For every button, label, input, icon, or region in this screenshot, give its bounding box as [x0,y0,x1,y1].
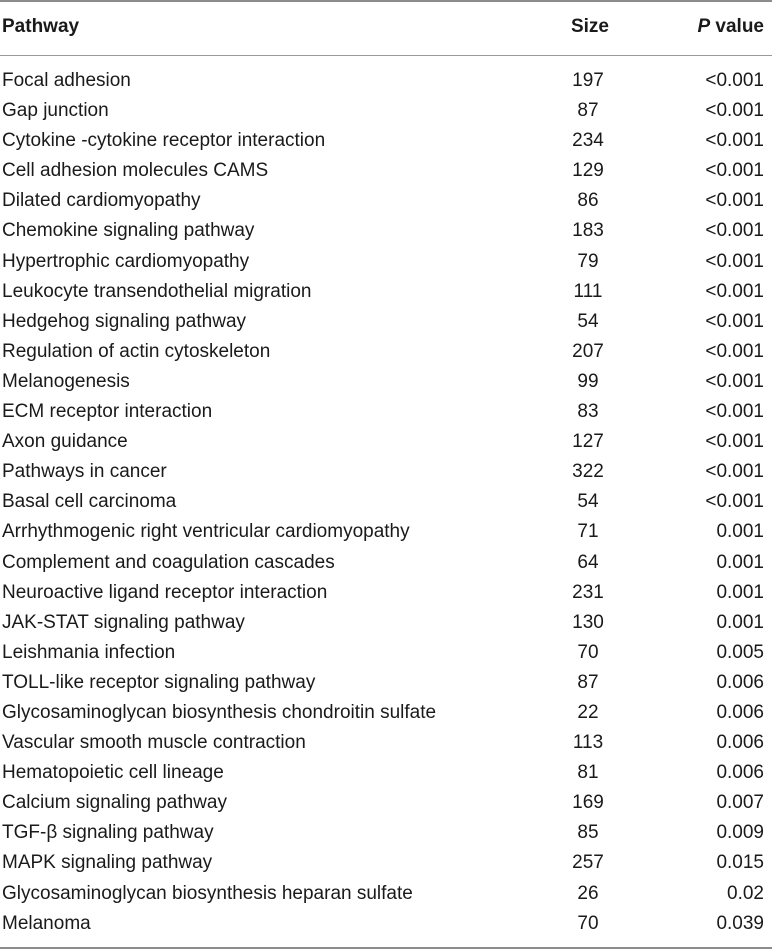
pathway-cell: Leishmania infection [2,641,176,663]
size-cell: 86 [577,190,599,212]
table-row [0,487,772,517]
pvalue-cell: 0.001 [716,581,764,603]
size-cell: 87 [577,100,599,122]
size-cell: 54 [577,310,599,332]
table-row [0,668,772,698]
table-row [0,758,772,788]
pvalue-cell: 0.015 [716,852,764,874]
pvalue-cell: <0.001 [705,401,764,423]
pathway-cell: Axon guidance [2,431,128,453]
pvalue-cell: <0.001 [705,461,764,483]
pvalue-cell: 0.001 [716,611,764,633]
size-cell: 22 [577,701,599,723]
table-row [0,728,772,758]
table-row [0,578,772,608]
pvalue-cell: 0.006 [716,762,764,784]
size-cell: 54 [577,491,599,513]
pathway-cell: JAK-STAT signaling pathway [2,611,245,633]
size-cell: 257 [572,852,604,874]
pathway-cell: Cytokine -cytokine receptor interaction [2,130,326,152]
table-row [0,517,772,547]
pvalue-cell: <0.001 [705,431,764,453]
pathway-cell: Glycosaminoglycan biosynthesis heparan sulfate [2,882,413,904]
size-cell: 111 [573,280,603,302]
size-cell: 79 [577,250,599,272]
table-row [0,126,772,156]
size-cell: 83 [577,401,599,423]
size-cell: 231 [572,581,604,603]
header-pathway: Pathway [2,16,80,37]
pvalue-cell: <0.001 [705,340,764,362]
table-row [0,909,772,939]
pathway-cell: Cell adhesion molecules CAMS [2,160,269,182]
pathway-cell: Leukocyte transendothelial migration [2,280,312,302]
pvalue-cell: <0.001 [705,220,764,242]
pvalue-cell: <0.001 [705,130,764,152]
table-header-rule [0,55,772,56]
table-row [0,96,772,126]
size-cell: 70 [577,912,599,934]
pathway-cell: Pathways in cancer [2,461,167,483]
pvalue-cell: <0.001 [705,250,764,272]
pvalue-cell: 0.006 [716,671,764,693]
header-size: Size [570,16,610,37]
size-cell: 207 [572,340,604,362]
pathway-cell: Dilated cardiomyopathy [2,190,201,212]
pvalue-cell: 0.02 [727,882,764,904]
pathway-cell: Arrhythmogenic right ventricular cardiomyopathy [2,521,410,543]
table-row [0,608,772,638]
table-row [0,548,772,578]
pvalue-cell: 0.006 [716,732,764,754]
table-header-row [0,0,772,55]
table-row [0,307,772,337]
size-cell: 130 [572,611,604,633]
size-cell: 64 [577,551,599,573]
size-cell: 113 [572,732,604,754]
size-cell: 169 [572,792,604,814]
pathway-cell: Melanogenesis [2,370,130,392]
table-row [0,638,772,668]
table-row [0,367,772,397]
pathway-cell: Melanoma [2,912,91,934]
pathway-cell: TOLL-like receptor signaling pathway [2,671,316,693]
size-cell: 81 [577,762,599,784]
size-cell: 99 [577,370,599,392]
table-row [0,247,772,277]
header-pvalue-label: value [710,16,764,37]
size-cell: 70 [577,641,599,663]
size-cell: 71 [577,521,599,543]
size-cell: 183 [572,220,604,242]
size-cell: 85 [577,822,599,844]
pvalue-cell: 0.006 [716,701,764,723]
size-cell: 127 [572,431,604,453]
table-row [0,457,772,487]
pathway-cell: Neuroactive ligand receptor interaction [2,581,328,603]
table-row [0,216,772,246]
pvalue-cell: <0.001 [705,310,764,332]
table-row [0,66,772,96]
header-pvalue [640,12,764,42]
size-cell: 87 [577,671,599,693]
table-bottom-rule [0,947,772,949]
pathway-cell: Chemokine signaling pathway [2,220,255,242]
pathway-cell: MAPK signaling pathway [2,852,213,874]
table-row [0,427,772,457]
pathway-cell: Glycosaminoglycan biosynthesis chondroitin sulfate [2,701,437,723]
pvalue-cell: <0.001 [705,370,764,392]
pathway-cell: Basal cell carcinoma [2,491,177,513]
table-body [0,66,772,939]
pvalue-cell: <0.001 [705,100,764,122]
pathway-cell: Vascular smooth muscle contraction [2,732,306,754]
pvalue-cell: 0.001 [716,521,764,543]
pathway-cell: Hypertrophic cardiomyopathy [2,250,250,272]
table-row [0,186,772,216]
size-cell: 322 [572,461,604,483]
pathway-cell: Complement and coagulation cascades [2,551,335,573]
pathway-cell: Hematopoietic cell lineage [2,762,224,784]
pvalue-cell: 0.009 [716,822,764,844]
pvalue-cell: 0.007 [716,792,764,814]
header-pvalue-p: P [697,16,711,37]
pvalue-cell: 0.039 [716,912,764,934]
table-row [0,156,772,186]
table-row [0,818,772,848]
pvalue-cell: <0.001 [705,491,764,513]
pathway-cell: ECM receptor interaction [2,401,213,423]
pvalue-cell: <0.001 [705,160,764,182]
table-row [0,788,772,818]
pvalue-cell: <0.001 [705,70,764,91]
pathway-cell: TGF-β signaling pathway [2,822,214,844]
table-row [0,397,772,427]
size-cell: 129 [572,160,604,182]
pvalue-cell: 0.001 [716,551,764,573]
table-row [0,277,772,307]
pathway-cell: Regulation of actin cytoskeleton [2,340,271,362]
pathway-cell: Focal adhesion [2,70,131,91]
pvalue-cell: <0.001 [705,280,764,302]
size-cell: 197 [572,70,604,91]
size-cell: 26 [577,882,599,904]
pvalue-cell: 0.005 [716,641,764,663]
pathway-cell: Hedgehog signaling pathway [2,310,247,332]
table-row [0,879,772,909]
table-row [0,337,772,367]
pvalue-cell: <0.001 [705,190,764,212]
pathway-cell: Calcium signaling pathway [2,792,227,814]
table-row [0,698,772,728]
table-row [0,848,772,878]
size-cell: 234 [572,130,604,152]
pathway-cell: Gap junction [2,100,109,122]
